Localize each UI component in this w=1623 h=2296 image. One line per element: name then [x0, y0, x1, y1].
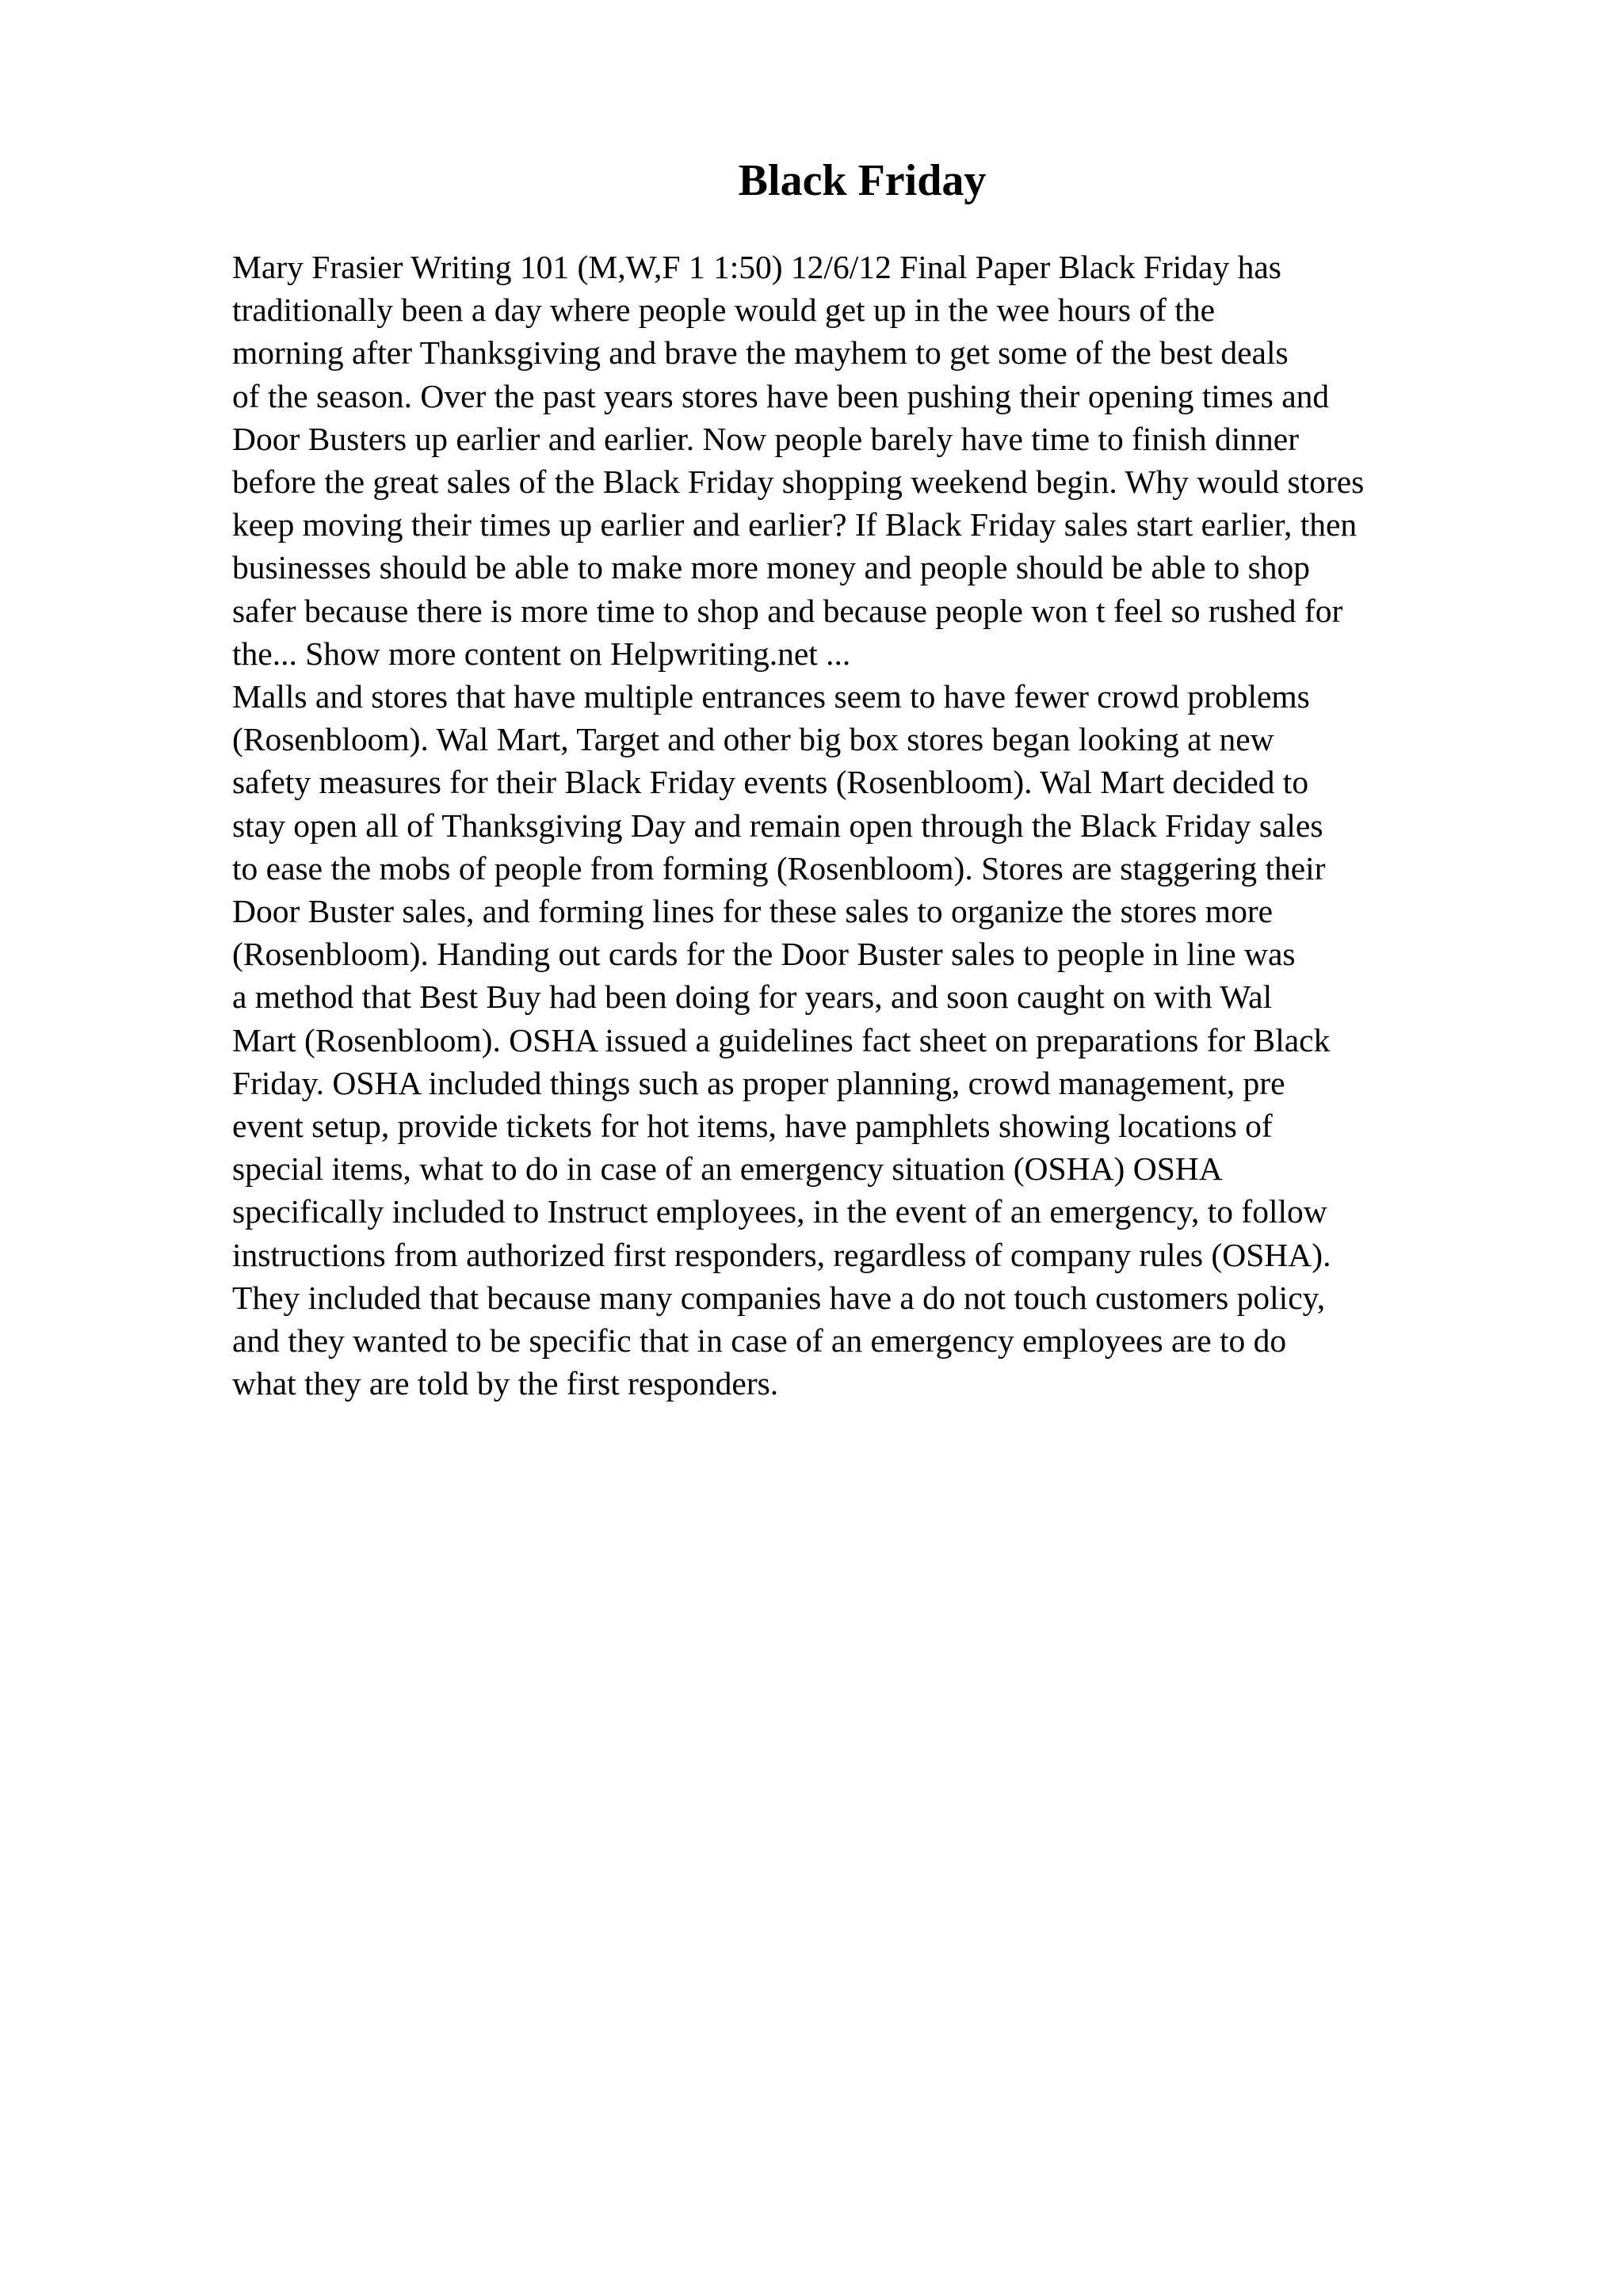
text-line: Mary Frasier Writing 101 (M,W,F 1 1:50) 12/6/12 Final Paper Black Friday has	[232, 249, 1281, 285]
text-line: They included that because many companies have a do not touch customers policy,	[232, 1279, 1326, 1316]
text-line: of the season. Over the past years stores have been pushing their opening times and	[232, 377, 1330, 414]
text-line: safety measures for their Black Friday events (Rosenbloom). Wal Mart decided to	[232, 764, 1309, 801]
show-more-link[interactable]: the... Show more content on Helpwriting.net ...	[232, 635, 851, 672]
text-line: specifically included to Instruct employees, in the event of an emergency, to follow	[232, 1193, 1327, 1230]
text-line: Malls and stores that have multiple entrances seem to have fewer crowd problems	[232, 678, 1310, 715]
text-line: instructions from authorized first responders, regardless of company rules (OSHA).	[232, 1236, 1331, 1273]
page-title: Black Friday	[738, 156, 987, 205]
text-line: Friday. OSHA included things such as proper planning, crowd management, pre	[232, 1064, 1285, 1101]
essay-body	[232, 246, 1516, 1405]
text-line: morning after Thanksgiving and brave the mayhem to get some of the best deals	[232, 334, 1289, 372]
text-line: and they wanted to be specific that in case of an emergency employees are to do	[232, 1322, 1287, 1360]
text-line: (Rosenbloom). Handing out cards for the Door Buster sales to people in line was	[232, 936, 1296, 973]
text-line: to ease the mobs of people from forming (Rosenbloom). Stores are staggering their	[232, 849, 1326, 887]
text-line: special items, what to do in case of an emergency situation (OSHA) OSHA	[232, 1150, 1223, 1188]
text-line: Door Buster sales, and forming lines for these sales to organize the stores more	[232, 893, 1274, 930]
text-line: businesses should be able to make more money and people should be able to shop	[232, 549, 1310, 586]
text-line: what they are told by the first responders.	[232, 1365, 779, 1402]
text-line: Door Busters up earlier and earlier. Now people barely have time to finish dinner	[232, 420, 1300, 457]
text-line: keep moving their times up earlier and earlier? If Black Friday sales start earlier, then	[232, 506, 1358, 543]
text-line: stay open all of Thanksgiving Day and remain open through the Black Friday sales	[232, 807, 1323, 844]
text-line: safer because there is more time to shop and because people won t feel so rushed for	[232, 592, 1343, 629]
text-line: a method that Best Buy had been doing for years, and soon caught on with Wal	[232, 978, 1273, 1016]
text-line: before the great sales of the Black Friday shopping weekend begin. Why would stores	[232, 463, 1365, 501]
text-line: Mart (Rosenbloom). OSHA issued a guidelines fact sheet on preparations for Black	[232, 1021, 1331, 1058]
text-line: traditionally been a day where people would get up in the wee hours of the	[232, 292, 1215, 329]
text-line: event setup, provide tickets for hot items, have pamphlets showing locations of	[232, 1108, 1273, 1145]
text-line: (Rosenbloom). Wal Mart, Target and other big box stores began looking at new	[232, 721, 1274, 758]
